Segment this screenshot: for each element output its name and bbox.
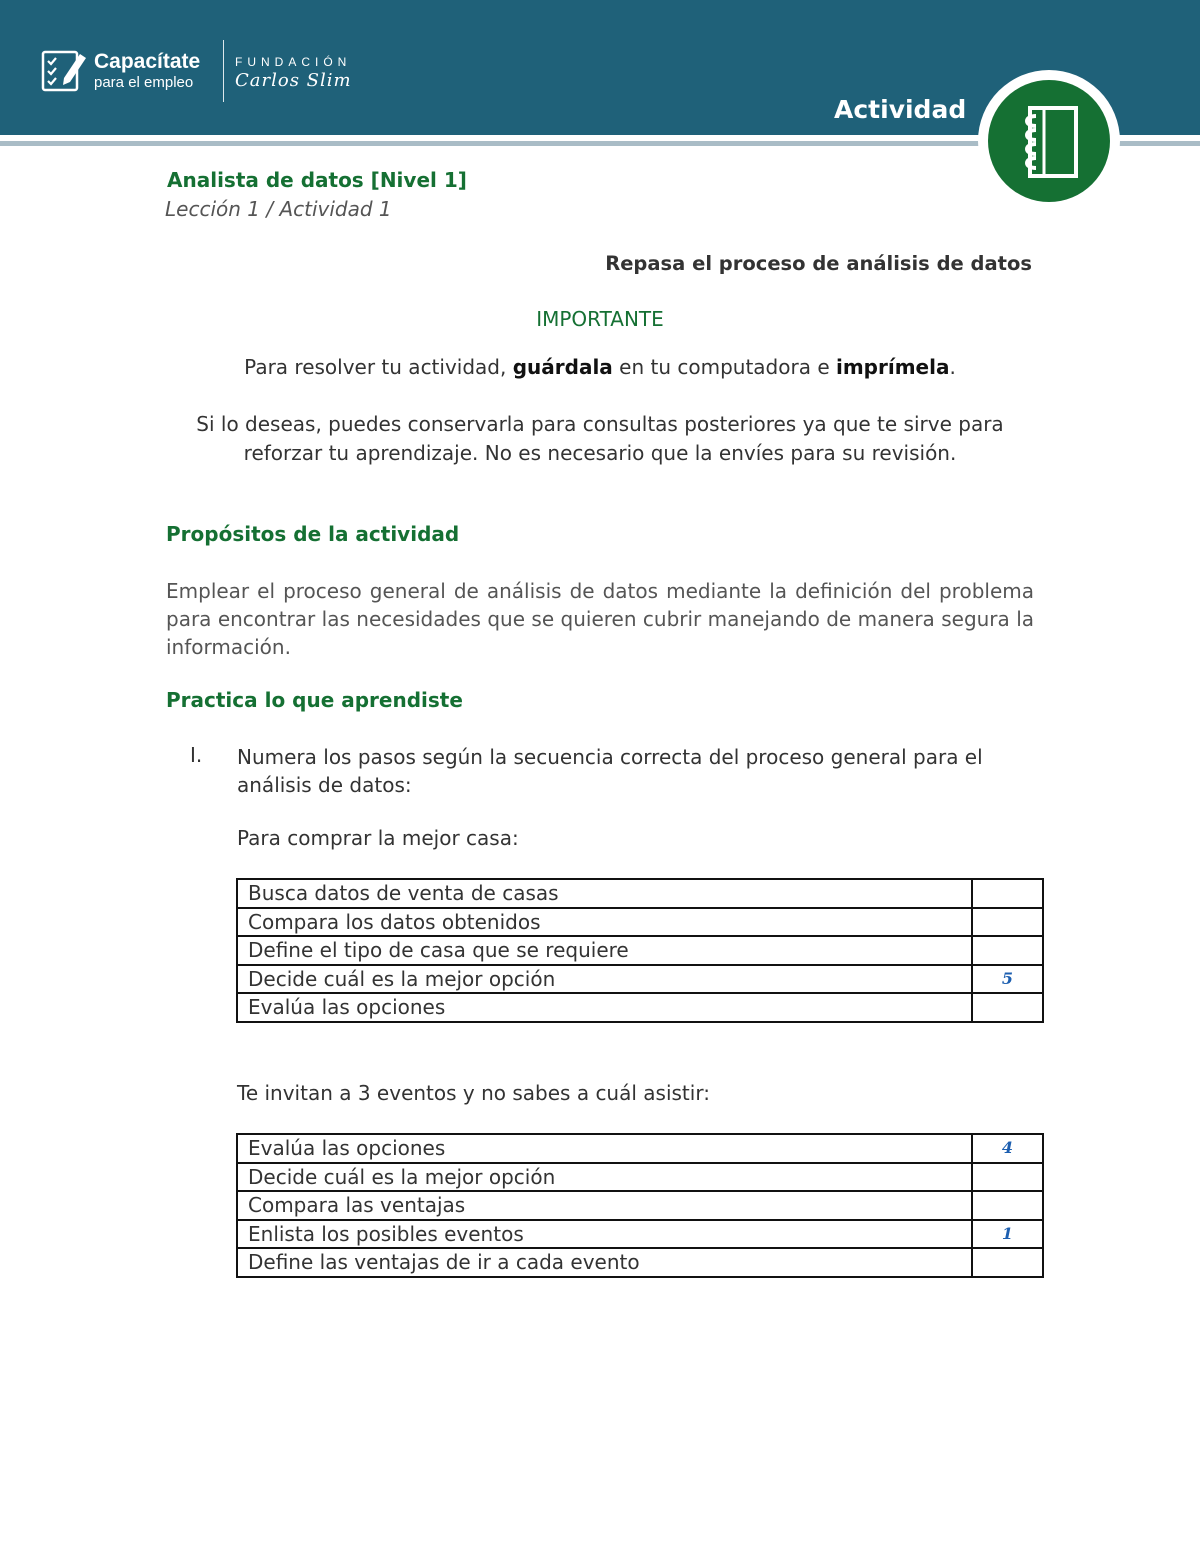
brand-tagline: para el empleo: [94, 74, 194, 91]
notebook-icon: [1016, 104, 1082, 180]
instruction-line: [0, 355, 1200, 379]
scenario-label: Para comprar la mejor casa:: [237, 826, 519, 850]
step-cell: Evalúa las opciones: [237, 1134, 972, 1163]
steps-table: [236, 878, 1044, 1023]
answer-cell[interactable]: 1: [972, 1220, 1043, 1249]
answer-cell[interactable]: [972, 936, 1043, 965]
answer-cell[interactable]: 5: [972, 965, 1043, 994]
table-row: [237, 1248, 1043, 1277]
answer-cell[interactable]: [972, 1163, 1043, 1192]
step-cell: Decide cuál es la mejor opción: [237, 1163, 972, 1192]
table-row: [237, 1191, 1043, 1220]
lesson-subtitle: Lección 1 / Actividad 1: [165, 197, 392, 221]
step-cell: Compara los datos obtenidos: [237, 908, 972, 937]
step-cell: Enlista los posibles eventos: [237, 1220, 972, 1249]
answer-cell[interactable]: [972, 879, 1043, 908]
table-row: [237, 908, 1043, 937]
steps-table: [236, 1133, 1044, 1278]
brand-name: Capacítate: [94, 50, 201, 73]
note-paragraph: Si lo deseas, puedes conservarla para consultas posteriores ya que te sirve para reforzar tu aprendizaje. No es necesario que la envíes para su revisión.: [196, 412, 1004, 465]
answer-cell[interactable]: [972, 908, 1043, 937]
course-title: Analista de datos [Nivel 1]: [167, 168, 467, 192]
checklist-pencil-icon: [40, 48, 88, 94]
table-row: [237, 1134, 1043, 1163]
instruction-bold-save: guárdala: [512, 355, 613, 379]
important-label: IMPORTANTE: [536, 307, 664, 331]
purpose-paragraph: Emplear el proceso general de análisis de datos mediante la definición del problema para encontrar las necesidades que se quieren cubrir manejando de manera segura la información.: [166, 579, 1034, 659]
answer-cell[interactable]: [972, 1191, 1043, 1220]
table-row: [237, 936, 1043, 965]
question-number: I.: [190, 743, 203, 767]
answer-cell[interactable]: 4: [972, 1134, 1043, 1163]
table-row: [237, 879, 1043, 908]
table-row: [237, 993, 1043, 1022]
logo-divider: [223, 40, 224, 102]
table-row: [237, 1220, 1043, 1249]
step-cell: Compara las ventajas: [237, 1191, 972, 1220]
table-row: [237, 965, 1043, 994]
foundation-label: FUNDACIÓN: [235, 55, 352, 69]
instruction-part: en tu computadora e: [612, 355, 836, 379]
question-text: Numera los pasos según la secuencia correcta del proceso general para el análisis de datos:: [237, 745, 983, 797]
activity-title: Repasa el proceso de análisis de datos: [605, 252, 1032, 275]
capacitate-logo: [40, 44, 380, 104]
answer-cell[interactable]: [972, 1248, 1043, 1277]
purpose-heading: Propósitos de la actividad: [166, 522, 460, 546]
activity-badge: [978, 70, 1120, 212]
step-cell: Define el tipo de casa que se requiere: [237, 936, 972, 965]
practice-heading: Practica lo que aprendiste: [166, 688, 463, 712]
foundation-signature: Carlos Slim: [235, 70, 352, 91]
step-cell: Decide cuál es la mejor opción: [237, 965, 972, 994]
step-cell: Busca datos de venta de casas: [237, 879, 972, 908]
answer-cell[interactable]: [972, 993, 1043, 1022]
instruction-bold-print: imprímela: [835, 355, 950, 379]
activity-badge-circle: [988, 80, 1110, 202]
instruction-part: .: [949, 355, 956, 379]
step-cell: Define las ventajas de ir a cada evento: [237, 1248, 972, 1277]
step-cell: Evalúa las opciones: [237, 993, 972, 1022]
table-row: [237, 1163, 1043, 1192]
scenario-label: Te invitan a 3 eventos y no sabes a cuál asistir:: [237, 1081, 710, 1105]
instruction-part: Para resolver tu actividad,: [244, 355, 513, 379]
section-label: Actividad: [834, 95, 967, 124]
